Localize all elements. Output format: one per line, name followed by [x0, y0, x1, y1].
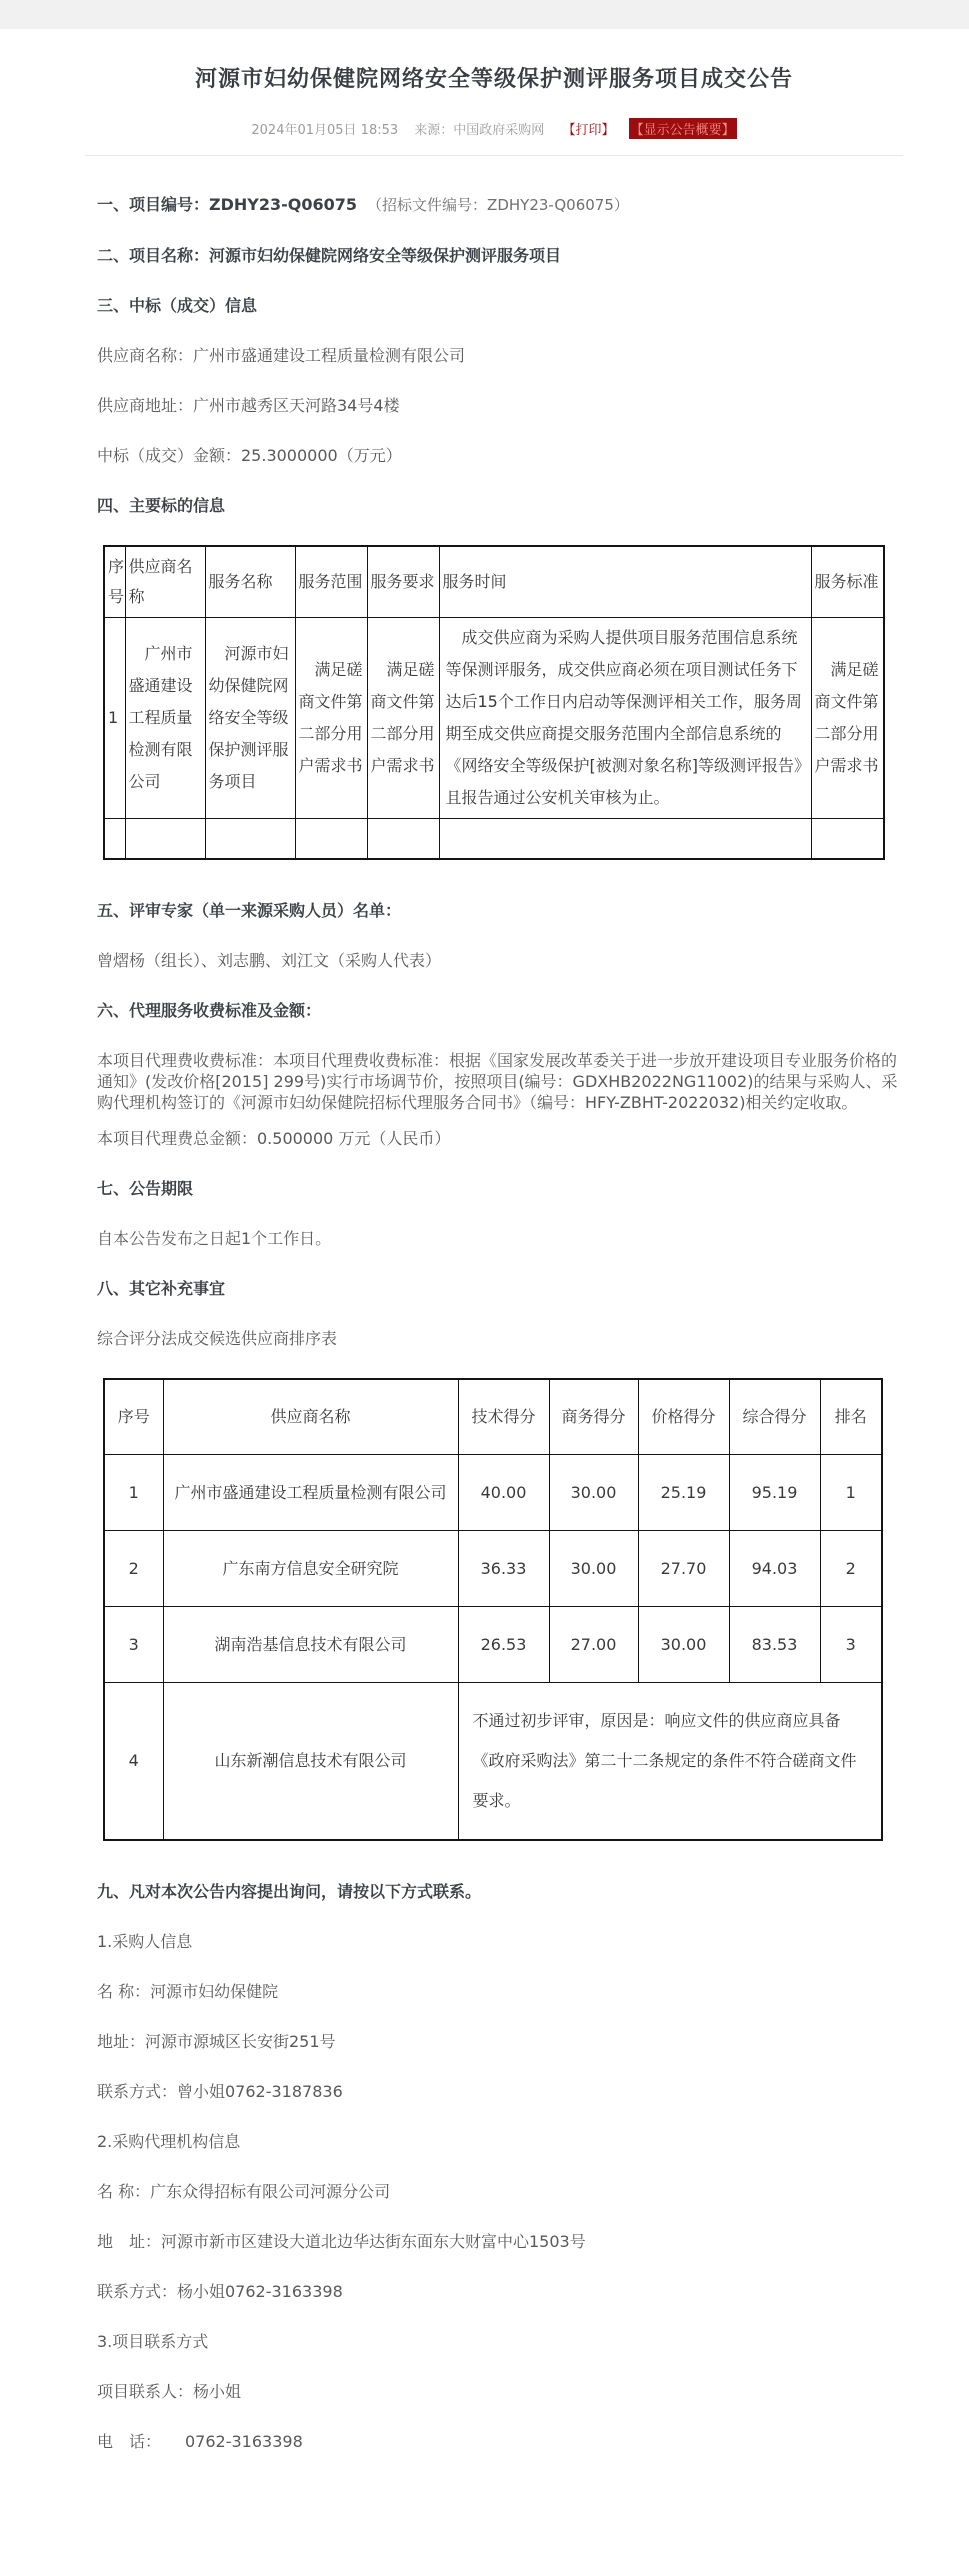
purchaser-info-title: 1.采购人信息: [97, 1932, 193, 1951]
agency-fee-standard: 本项目代理费收费标准：本项目代理费收费标准：根据《国家发展改革委关于进一步放开建设项目专业服务价格的通知》(发改价格[2015] 299号)实行市场调节价，按照项目(编号：GDXHB2022NG11002)的结果与采购人、采购代理机构签订的《河源市妇幼保健院招标代理服务合同书》（编号：HFY-ZBHT-2022032)相关约定收取。: [97, 1050, 898, 1112]
t2-cell: 25.19: [638, 1455, 729, 1531]
t2-header-row: [104, 1379, 882, 1455]
t2-header-seq: 序号: [104, 1379, 163, 1455]
t2-cell: 3: [820, 1607, 882, 1683]
page-title: 河源市妇幼保健院网络安全等级保护测评服务项目成交公告: [194, 67, 793, 92]
section-7-heading: 七、公告期限: [97, 1178, 194, 1198]
t2-cell: 94.03: [729, 1531, 820, 1607]
t2-cell: 2: [104, 1531, 163, 1607]
t1-header-service-name: 服务名称: [205, 546, 295, 618]
t2-cell: 40.00: [458, 1455, 549, 1531]
t2-cell: 36.33: [458, 1531, 549, 1607]
project-contact-title: 3.项目联系方式: [97, 2332, 209, 2351]
t2-cell: 30.00: [549, 1455, 638, 1531]
announcement-content: [85, 156, 903, 2521]
t2-disqualify-reason: 不通过初步评审，原因是：响应文件的供应商应具备《政府采购法》第二十二条规定的条件不符合磋商文件要求。: [458, 1683, 882, 1841]
t1-cell-service-req: 满足磋商文件第二部分用户需求书: [367, 618, 439, 819]
announcement-period-line: 自本公告发布之日起1个工作日。: [97, 1228, 332, 1248]
t1-cell-service-std: 满足磋商文件第二部分用户需求书: [811, 618, 884, 819]
agency-info-title: 2.采购代理机构信息: [97, 2132, 241, 2151]
t2-cell: 4: [104, 1683, 163, 1841]
t2-header-total-score: 综合得分: [729, 1379, 820, 1455]
supplier-address-line: 供应商地址：广州市越秀区天河路34号4楼: [97, 396, 400, 415]
t2-cell: 湖南浩基信息技术有限公司: [163, 1607, 458, 1683]
t1-empty-row: [104, 819, 884, 859]
t2-header-rank: 排名: [820, 1379, 882, 1455]
award-amount-line: 中标（成交）金额：25.3000000（万元）: [97, 446, 402, 465]
review-experts-line: 曾熠杨（组长）、刘志鹏、刘江文（采购人代表）: [97, 950, 442, 970]
t1-cell-seq: 1: [104, 618, 125, 819]
agency-name-line: 名 称：广东众得招标有限公司河源分公司: [97, 2182, 391, 2201]
agency-contact-line: 联系方式：杨小姐0762-3163398: [97, 2282, 343, 2301]
t2-cell: 广东南方信息安全研究院: [163, 1531, 458, 1607]
source-text: 来源：中国政府采购网: [414, 123, 545, 138]
t2-cell: 30.00: [549, 1531, 638, 1607]
score-ranking-table: [103, 1378, 883, 1842]
t1-data-row: [104, 618, 884, 819]
agency-address-line: 地 址：河源市新市区建设大道北边华达街东面东大财富中心1503号: [97, 2232, 586, 2251]
purchaser-name-line: 名 称：河源市妇幼保健院: [97, 1982, 279, 2001]
section-4-heading: 四、主要标的信息: [97, 496, 226, 515]
section-1-heading: [97, 194, 903, 216]
ranking-table-intro: 综合评分法成交候选供应商排序表: [97, 1328, 338, 1348]
section-6-heading: 六、代理服务收费标准及金额：: [97, 1000, 322, 1020]
meta-line: [85, 118, 903, 139]
t1-header-supplier: 供应商名称: [125, 546, 205, 618]
bid-doc-no-note: （招标文件编号：ZDHY23-Q06075）: [367, 196, 629, 214]
print-button[interactable]: 【打印】: [562, 123, 615, 138]
top-bar: [0, 0, 969, 29]
show-summary-button[interactable]: 【显示公告概要】: [629, 118, 737, 139]
t1-header-seq: 序号: [104, 546, 125, 618]
section-2-heading: 二、项目名称：河源市妇幼保健院网络安全等级保护测评服务项目: [97, 246, 562, 265]
agency-fee-total: 本项目代理费总金额：0.500000 万元（人民币）: [97, 1128, 451, 1148]
section-5-heading: 五、评审专家（单一来源采购人员）名单：: [97, 900, 402, 920]
t2-header-price-score: 价格得分: [638, 1379, 729, 1455]
t1-header-row: [104, 546, 884, 618]
announcement-page: [85, 65, 903, 2521]
project-no-value: ZDHY23-Q06075: [209, 195, 358, 214]
t1-cell-supplier: 广州市盛通建设工程质量检测有限公司: [125, 618, 205, 819]
project-contact-phone-line: 电 话： 0762-3163398: [97, 2432, 303, 2451]
t1-cell-service-time: 成交供应商为采购人提供项目服务范围信息系统等保测评服务，成交供应商必须在项目测试任务下达后15个工作日内启动等保测评相关工作，服务周期至成交供应商提交服务范围内全部信息系统的《网络安全等级保护[被测对象名称]等级测评报告》且报告通过公安机关审核为止。: [439, 618, 811, 819]
t2-cell: 2: [820, 1531, 882, 1607]
t2-cell: 27.00: [549, 1607, 638, 1683]
t1-header-service-time: 服务时间: [439, 546, 811, 618]
t2-cell: 1: [104, 1455, 163, 1531]
supplier-name-line: 供应商名称：广州市盛通建设工程质量检测有限公司: [97, 346, 466, 365]
section-9-heading: 九、凡对本次公告内容提出询问，请按以下方式联系。: [97, 1882, 482, 1901]
t2-row-3: [104, 1607, 882, 1683]
t1-header-service-scope: 服务范围: [295, 546, 367, 618]
purchaser-contact-line: 联系方式：曾小姐0762-3187836: [97, 2082, 343, 2101]
t2-cell: 山东新潮信息技术有限公司: [163, 1683, 458, 1841]
t2-header-supplier: 供应商名称: [163, 1379, 458, 1455]
t2-cell: 95.19: [729, 1455, 820, 1531]
t2-header-tech-score: 技术得分: [458, 1379, 549, 1455]
t2-row-1: [104, 1455, 882, 1531]
t2-cell: 83.53: [729, 1607, 820, 1683]
t2-cell: 3: [104, 1607, 163, 1683]
t1-cell-service-scope: 满足磋商文件第二部分用户需求书: [295, 618, 367, 819]
section-8-heading: 八、其它补充事宜: [97, 1278, 226, 1298]
t2-cell: 1: [820, 1455, 882, 1531]
main-subject-table: [103, 545, 885, 860]
project-contact-person-line: 项目联系人：杨小姐: [97, 2382, 242, 2401]
t2-cell: 27.70: [638, 1531, 729, 1607]
t2-header-biz-score: 商务得分: [549, 1379, 638, 1455]
section-3-heading: 三、中标（成交）信息: [97, 296, 258, 315]
t2-cell: 30.00: [638, 1607, 729, 1683]
purchaser-address-line: 地址：河源市源城区长安街251号: [97, 2032, 336, 2051]
t1-header-service-req: 服务要求: [367, 546, 439, 618]
project-no-label: 一、项目编号：: [97, 195, 210, 214]
publish-datetime: 2024年01月05日 18:53: [251, 123, 399, 138]
t2-row-4: [104, 1683, 882, 1841]
t1-cell-service-name: 河源市妇幼保健院网络安全等级保护测评服务项目: [205, 618, 295, 819]
t2-row-2: [104, 1531, 882, 1607]
t1-header-service-std: 服务标准: [811, 546, 884, 618]
t2-cell: 广州市盛通建设工程质量检测有限公司: [163, 1455, 458, 1531]
t2-cell: 26.53: [458, 1607, 549, 1683]
